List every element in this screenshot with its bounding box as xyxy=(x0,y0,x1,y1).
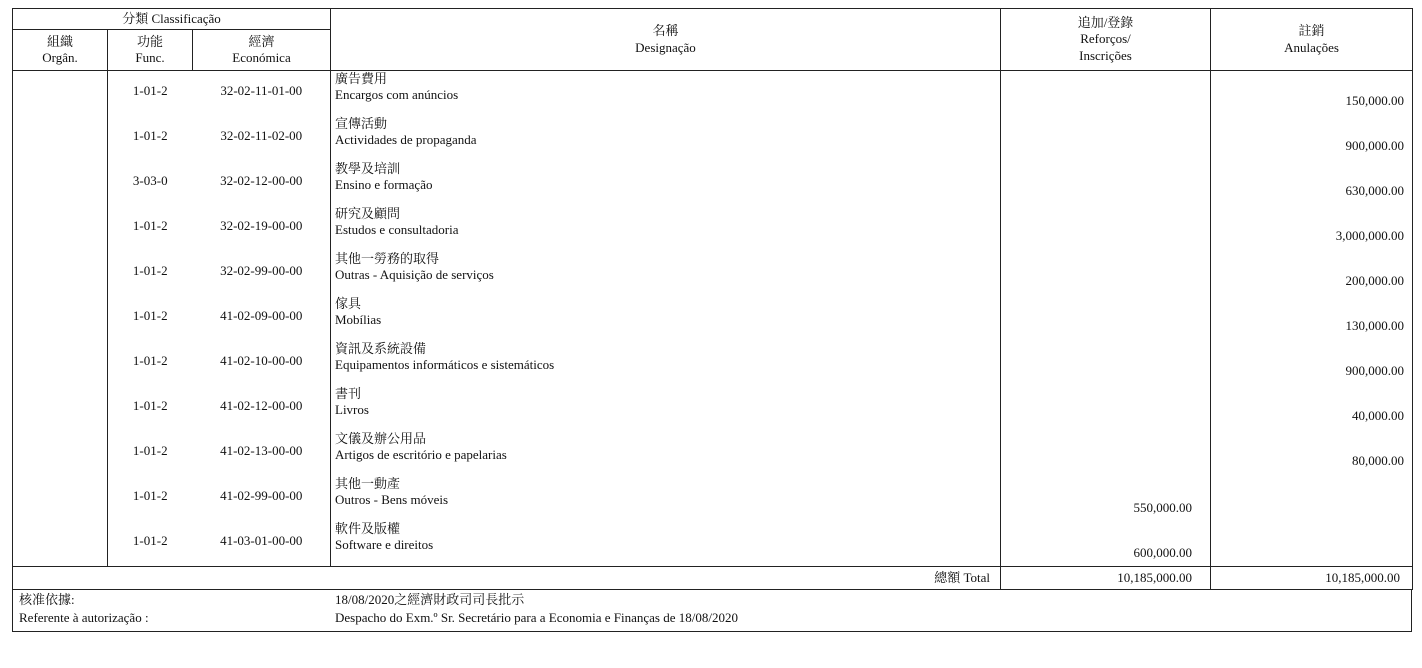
designation-header-pt: Designação xyxy=(635,39,696,55)
cancellation-cell xyxy=(1211,386,1413,431)
designation-pt: Estudos e consultadoria xyxy=(335,222,459,238)
authorization-table xyxy=(13,590,1413,631)
authorization-box xyxy=(12,590,1412,632)
func-cell xyxy=(108,341,193,386)
econ-cell xyxy=(193,251,331,296)
addition-cell xyxy=(1001,341,1211,386)
cancellation-amount xyxy=(1211,476,1404,498)
cancellation-cell xyxy=(1211,116,1413,161)
table-row xyxy=(13,251,1413,296)
designation-cell xyxy=(331,161,1001,206)
organ-header-zh: 組織 xyxy=(46,33,73,49)
designation-zh: 廣告費用 xyxy=(335,71,388,86)
cancellation-amount xyxy=(1211,521,1404,543)
designation-zh: 研究及顧問 xyxy=(335,206,401,221)
budget-rows xyxy=(13,71,1413,590)
econ-code: 32-02-99-00-00 xyxy=(220,263,303,278)
organ-cell xyxy=(13,476,108,521)
additions-header-pt1: Reforços/ xyxy=(1080,31,1131,47)
econ-code: 32-02-12-00-00 xyxy=(220,173,303,188)
cancellation-amount: 630,000.00 xyxy=(1345,183,1404,198)
func-cell xyxy=(108,206,193,251)
organ-cell xyxy=(13,521,108,567)
cancellations-header-zh: 註銷 xyxy=(1298,23,1325,39)
func-code: 1-01-2 xyxy=(132,128,168,143)
econ-header-zh: 經濟 xyxy=(248,33,275,49)
econ-code: 41-02-09-00-00 xyxy=(220,308,303,323)
func-header-pt: Func. xyxy=(135,50,165,65)
addition-amount xyxy=(1001,71,1192,95)
addition-cell xyxy=(1001,251,1211,296)
func-code: 1-01-2 xyxy=(132,83,168,98)
cancellation-cell xyxy=(1211,251,1413,296)
designation-pt: Ensino e formação xyxy=(335,177,433,193)
total-label: 總額 Total xyxy=(13,567,1001,590)
organ-header xyxy=(13,30,108,71)
designation-zh: 傢具 xyxy=(335,296,362,311)
cancellation-amount: 900,000.00 xyxy=(1345,138,1404,153)
additions-header-pt2: Inscrições xyxy=(1079,47,1132,63)
designation-cell xyxy=(331,521,1001,567)
designation-cell xyxy=(331,476,1001,521)
econ-cell xyxy=(193,161,331,206)
cancellations-header-pt: Anulações xyxy=(1284,39,1339,55)
designation-zh: 宣傳活動 xyxy=(335,116,388,131)
authorization-row-zh xyxy=(13,590,1413,608)
econ-code: 41-02-12-00-00 xyxy=(220,398,303,413)
func-cell xyxy=(108,476,193,521)
budget-table xyxy=(12,8,1413,590)
organ-cell xyxy=(13,431,108,476)
organ-header-pt: Orgân. xyxy=(42,50,78,65)
func-cell xyxy=(108,116,193,161)
econ-cell xyxy=(193,206,331,251)
designation-cell xyxy=(331,386,1001,431)
addition-amount xyxy=(1001,386,1192,410)
func-cell xyxy=(108,521,193,567)
additions-header-zh: 追加/登錄 xyxy=(1077,15,1134,31)
additions-header xyxy=(1001,9,1211,71)
authorization-text-zh: 18/08/2020之經濟財政司司長批示 xyxy=(335,592,525,607)
addition-amount: 600,000.00 xyxy=(1133,545,1192,560)
cancellations-header xyxy=(1211,9,1413,71)
organ-cell xyxy=(13,341,108,386)
cancellation-cell xyxy=(1211,161,1413,206)
addition-cell xyxy=(1001,386,1211,431)
designation-pt: Software e direitos xyxy=(335,537,434,553)
econ-code: 32-02-11-01-00 xyxy=(220,83,303,98)
table-row xyxy=(13,341,1413,386)
func-header-zh: 功能 xyxy=(136,33,163,49)
econ-cell xyxy=(193,116,331,161)
func-code: 3-03-0 xyxy=(132,173,168,188)
addition-amount xyxy=(1001,206,1192,230)
addition-cell xyxy=(1001,161,1211,206)
func-code: 1-01-2 xyxy=(132,353,168,368)
organ-cell xyxy=(13,161,108,206)
econ-code: 32-02-19-00-00 xyxy=(220,218,303,233)
func-code: 1-01-2 xyxy=(132,533,168,548)
designation-pt: Livros xyxy=(335,402,369,418)
addition-amount xyxy=(1001,161,1192,185)
addition-amount: 550,000.00 xyxy=(1133,500,1192,515)
designation-header-zh: 名稱 xyxy=(652,23,679,39)
addition-cell xyxy=(1001,206,1211,251)
addition-cell xyxy=(1001,521,1211,567)
table-row xyxy=(13,476,1413,521)
table-row xyxy=(13,296,1413,341)
designation-header xyxy=(331,9,1001,71)
econ-header xyxy=(193,30,331,71)
econ-cell xyxy=(193,296,331,341)
designation-cell xyxy=(331,296,1001,341)
total-additions: 10,185,000.00 xyxy=(1001,567,1211,590)
addition-cell xyxy=(1001,431,1211,476)
cancellation-cell xyxy=(1211,431,1413,476)
table-row xyxy=(13,431,1413,476)
designation-zh: 軟件及版權 xyxy=(335,521,401,536)
budget-document xyxy=(12,8,1412,632)
cancellation-cell xyxy=(1211,476,1413,521)
designation-pt: Outras - Aquisição de serviços xyxy=(335,267,494,283)
func-cell xyxy=(108,71,193,117)
econ-code: 32-02-11-02-00 xyxy=(220,128,303,143)
table-row xyxy=(13,521,1413,567)
addition-cell xyxy=(1001,476,1211,521)
table-row xyxy=(13,206,1413,251)
econ-cell xyxy=(193,476,331,521)
designation-cell xyxy=(331,341,1001,386)
designation-pt: Artigos de escritório e papelarias xyxy=(335,447,507,463)
cancellation-amount: 130,000.00 xyxy=(1345,318,1404,333)
addition-cell xyxy=(1001,296,1211,341)
designation-zh: 其他一勞務的取得 xyxy=(335,251,440,266)
authorization-text-pt: Despacho do Exm.º Sr. Secretário para a Economia e Finanças de 18/08/2020 xyxy=(335,610,738,626)
table-row xyxy=(13,116,1413,161)
econ-cell xyxy=(193,341,331,386)
econ-cell xyxy=(193,71,331,117)
func-header xyxy=(108,30,193,71)
addition-amount xyxy=(1001,116,1192,140)
cancellation-amount: 200,000.00 xyxy=(1345,273,1404,288)
designation-cell xyxy=(331,116,1001,161)
designation-zh: 教學及培訓 xyxy=(335,161,401,176)
cancellation-amount: 150,000.00 xyxy=(1345,93,1404,108)
cancellation-cell xyxy=(1211,341,1413,386)
total-cancellations: 10,185,000.00 xyxy=(1211,567,1413,590)
table-row xyxy=(13,161,1413,206)
table-row xyxy=(13,71,1413,117)
func-code: 1-01-2 xyxy=(132,443,168,458)
designation-zh: 資訊及系統設備 xyxy=(335,341,427,356)
authorization-label-zh: 核准依據: xyxy=(19,592,75,607)
addition-amount xyxy=(1001,341,1192,365)
designation-pt: Outros - Bens móveis xyxy=(335,492,449,508)
addition-amount xyxy=(1001,296,1192,320)
designation-cell xyxy=(331,206,1001,251)
econ-code: 41-02-13-00-00 xyxy=(220,443,303,458)
authorization-row-pt xyxy=(13,608,1413,630)
func-cell xyxy=(108,296,193,341)
econ-cell xyxy=(193,431,331,476)
econ-code: 41-02-99-00-00 xyxy=(220,488,303,503)
cancellation-amount: 40,000.00 xyxy=(1352,408,1404,423)
cancellation-cell xyxy=(1211,296,1413,341)
addition-cell xyxy=(1001,71,1211,117)
cancellation-cell xyxy=(1211,521,1413,567)
designation-cell xyxy=(331,71,1001,117)
func-code: 1-01-2 xyxy=(132,218,168,233)
designation-pt: Encargos com anúncios xyxy=(335,87,459,103)
organ-cell xyxy=(13,251,108,296)
econ-code: 41-03-01-00-00 xyxy=(220,533,303,548)
organ-cell xyxy=(13,206,108,251)
designation-zh: 其他一動產 xyxy=(335,476,401,491)
func-code: 1-01-2 xyxy=(132,398,168,413)
cancellation-amount: 3,000,000.00 xyxy=(1335,228,1404,243)
designation-zh: 文儀及辦公用品 xyxy=(335,431,427,446)
addition-amount xyxy=(1001,431,1192,455)
total-row xyxy=(13,567,1413,590)
organ-cell xyxy=(13,116,108,161)
func-code: 1-01-2 xyxy=(132,308,168,323)
func-code: 1-01-2 xyxy=(132,263,168,278)
func-code: 1-01-2 xyxy=(132,488,168,503)
cancellation-amount: 80,000.00 xyxy=(1352,453,1404,468)
func-cell xyxy=(108,431,193,476)
designation-pt: Equipamentos informáticos e sistemáticos xyxy=(335,357,555,373)
designation-cell xyxy=(331,431,1001,476)
table-row xyxy=(13,386,1413,431)
organ-cell xyxy=(13,71,108,117)
organ-cell xyxy=(13,386,108,431)
designation-pt: Actividades de propaganda xyxy=(335,132,477,148)
organ-cell xyxy=(13,296,108,341)
econ-cell xyxy=(193,521,331,567)
cancellation-cell xyxy=(1211,206,1413,251)
designation-cell xyxy=(331,251,1001,296)
cancellation-amount: 900,000.00 xyxy=(1345,363,1404,378)
func-cell xyxy=(108,386,193,431)
cancellation-cell xyxy=(1211,71,1413,117)
authorization-label-pt: Referente à autorização : xyxy=(19,610,149,626)
addition-cell xyxy=(1001,116,1211,161)
func-cell xyxy=(108,251,193,296)
classification-header: 分類 Classificação xyxy=(13,9,331,30)
designation-zh: 書刊 xyxy=(335,386,362,401)
econ-cell xyxy=(193,386,331,431)
addition-amount xyxy=(1001,251,1192,275)
econ-code: 41-02-10-00-00 xyxy=(220,353,303,368)
designation-pt: Mobílias xyxy=(335,312,382,328)
func-cell xyxy=(108,161,193,206)
econ-header-pt: Económica xyxy=(232,50,291,65)
